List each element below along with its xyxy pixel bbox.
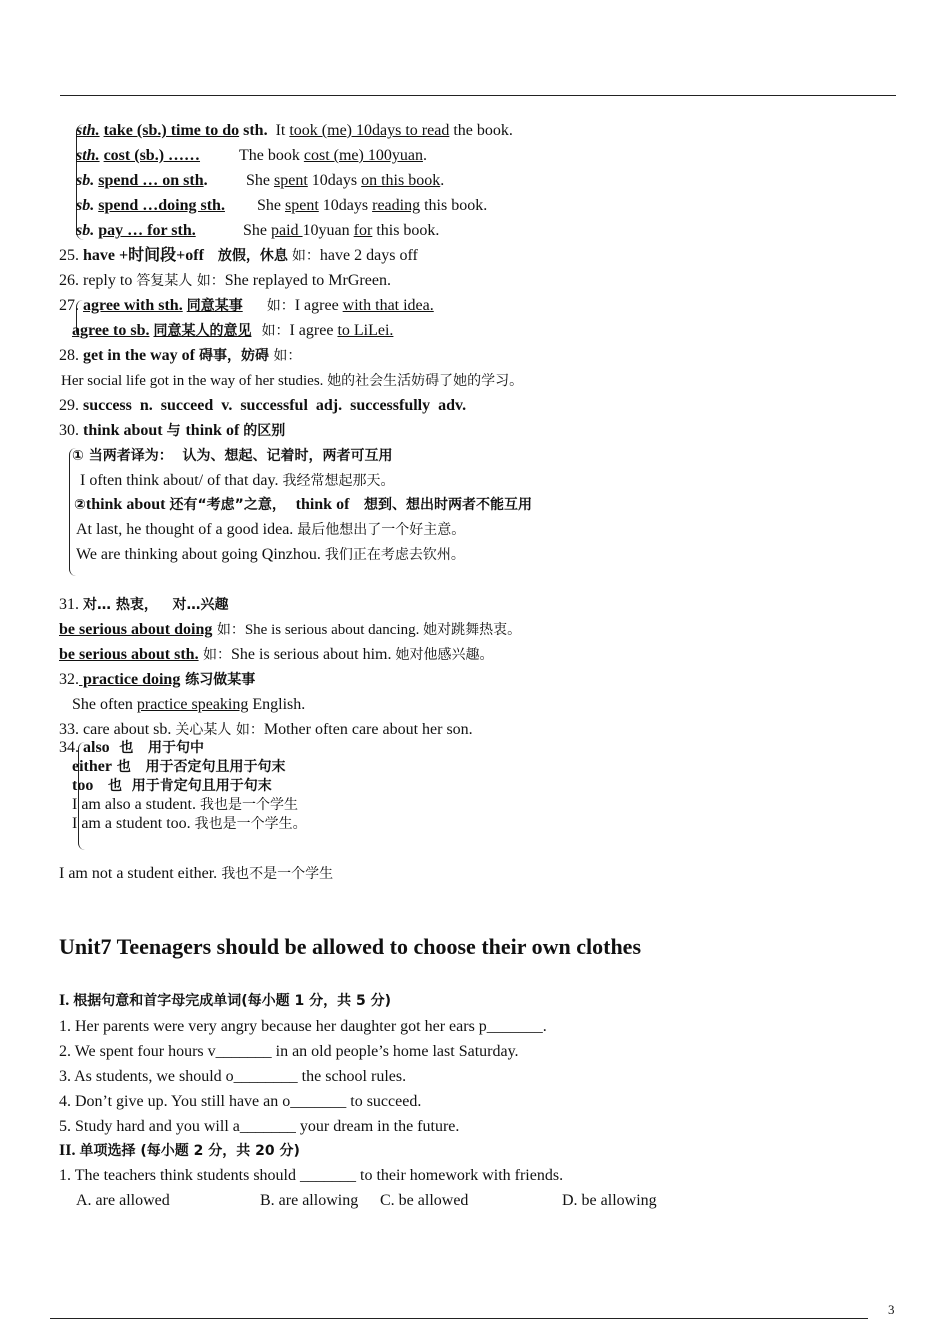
mc-option-a: A. are allowed bbox=[76, 1192, 170, 1209]
item-27b: agree to sb. 同意某人的意见 如：I agree to LiLei. bbox=[72, 322, 394, 339]
mc-question-1: 1. The teachers think students should _______ to their homework with friends. bbox=[59, 1167, 564, 1184]
phrase-cost: sth. cost (sb.) …… The book cost (me) 100yuan. bbox=[76, 147, 427, 164]
item-30-b-example-1: At last, he thought of a good idea. 最后他想出了一个好主意。 bbox=[76, 521, 466, 538]
phrase-spend-on: sb. spend … on sth. She spent 10days on this book. bbox=[76, 172, 445, 189]
item-30-a: ① 当两者译为： 认为、想起、记着时，两者可互用 bbox=[72, 448, 393, 464]
item-34-example-1: I am also a student. 我也是一个学生 bbox=[72, 796, 298, 813]
item-25: 25. have +时间段+off 放假，休息 如：have 2 days off bbox=[59, 247, 418, 264]
question-1: 1. Her parents were very angry because her daughter got her ears p_______. bbox=[59, 1018, 547, 1035]
item-28-example: Her social life got in the way of her studies. 她的社会生活妨碍了她的学习。 bbox=[61, 373, 524, 389]
section-2-heading: II. 单项选择 (每小题 2 分，共 20 分) bbox=[59, 1142, 300, 1159]
question-2: 2. We spent four hours v_______ in an old people’s home last Saturday. bbox=[59, 1043, 519, 1060]
mc-option-b: B. are allowing bbox=[260, 1192, 359, 1209]
item-30: 30. think about 与 think of 的区别 bbox=[59, 422, 286, 439]
item-34-example-3: I am not a student either. 我也不是一个学生 bbox=[59, 865, 334, 882]
item-29: 29. success n. succeed v. successful adj. successfully adv. bbox=[59, 397, 467, 414]
phrase-take-time: sth. take (sb.) time to do sth. It took (me) 10days to read the book. bbox=[76, 122, 513, 139]
item-30-b-example-2: We are thinking about going Qinzhou. 我们正在考虑去钦州。 bbox=[76, 546, 465, 563]
phrase-spend-doing: sb. spend …doing sth. She spent 10days reading this book. bbox=[76, 197, 488, 214]
item-26: 26. reply to 答复某人 如：She replayed to MrGreen. bbox=[59, 272, 391, 289]
question-4: 4. Don’t give up. You still have an o_______ to succeed. bbox=[59, 1093, 422, 1110]
page-number: 3 bbox=[888, 1302, 895, 1317]
question-5: 5. Study hard and you will a_______ your dream in the future. bbox=[59, 1118, 460, 1135]
item-31-a: be serious about doing 如：She is serious about dancing. 她对跳舞热衷。 bbox=[59, 621, 522, 638]
item-27: 27. agree with sth. 同意某事 如：I agree with that idea. bbox=[59, 297, 434, 314]
item-28: 28. get in the way of 碍事，妨碍 如： bbox=[59, 347, 302, 364]
phrase-pay: sb. pay … for sth. She paid 10yuan for this book. bbox=[76, 222, 440, 239]
item-34: 34. also 也 用于句中 bbox=[59, 739, 205, 756]
item-34-example-2: I am a student too. 我也是一个学生。 bbox=[72, 815, 307, 832]
item-34-either: either 也 用于否定句且用于句末 bbox=[72, 758, 286, 775]
item-31-b: be serious about sth. 如：She is serious about him. 她对他感兴趣。 bbox=[59, 646, 494, 663]
item-31: 31. 对… 热衷， 对…兴趣 bbox=[59, 596, 229, 613]
question-3: 3. As students, we should o________ the school rules. bbox=[59, 1068, 407, 1085]
section-1-heading: I. 根据句意和首字母完成单词(每小题 1 分，共 5 分) bbox=[59, 992, 392, 1009]
item-32-example: She often practice speaking English. bbox=[72, 696, 306, 713]
footer-rule bbox=[50, 1318, 868, 1319]
item-33: 33. care about sb. 关心某人 如：Mother often care about her son. bbox=[59, 721, 473, 738]
unit-title: Unit7 Teenagers should be allowed to choose their own clothes bbox=[59, 934, 642, 959]
item-30-b: ②think about 还有“考虑”之意， think of 想到、想出时两者不能互用 bbox=[74, 496, 533, 513]
mc-option-c: C. be allowed bbox=[380, 1192, 469, 1209]
item-32: 32. practice doing 练习做某事 bbox=[59, 671, 256, 688]
item-34-too: too 也 用于肯定句且用于句末 bbox=[72, 777, 272, 794]
header-rule bbox=[60, 95, 896, 96]
mc-option-d: D. be allowing bbox=[562, 1192, 657, 1209]
item-30-a-example: I often think about/ of that day. 我经常想起那天。 bbox=[80, 472, 395, 489]
